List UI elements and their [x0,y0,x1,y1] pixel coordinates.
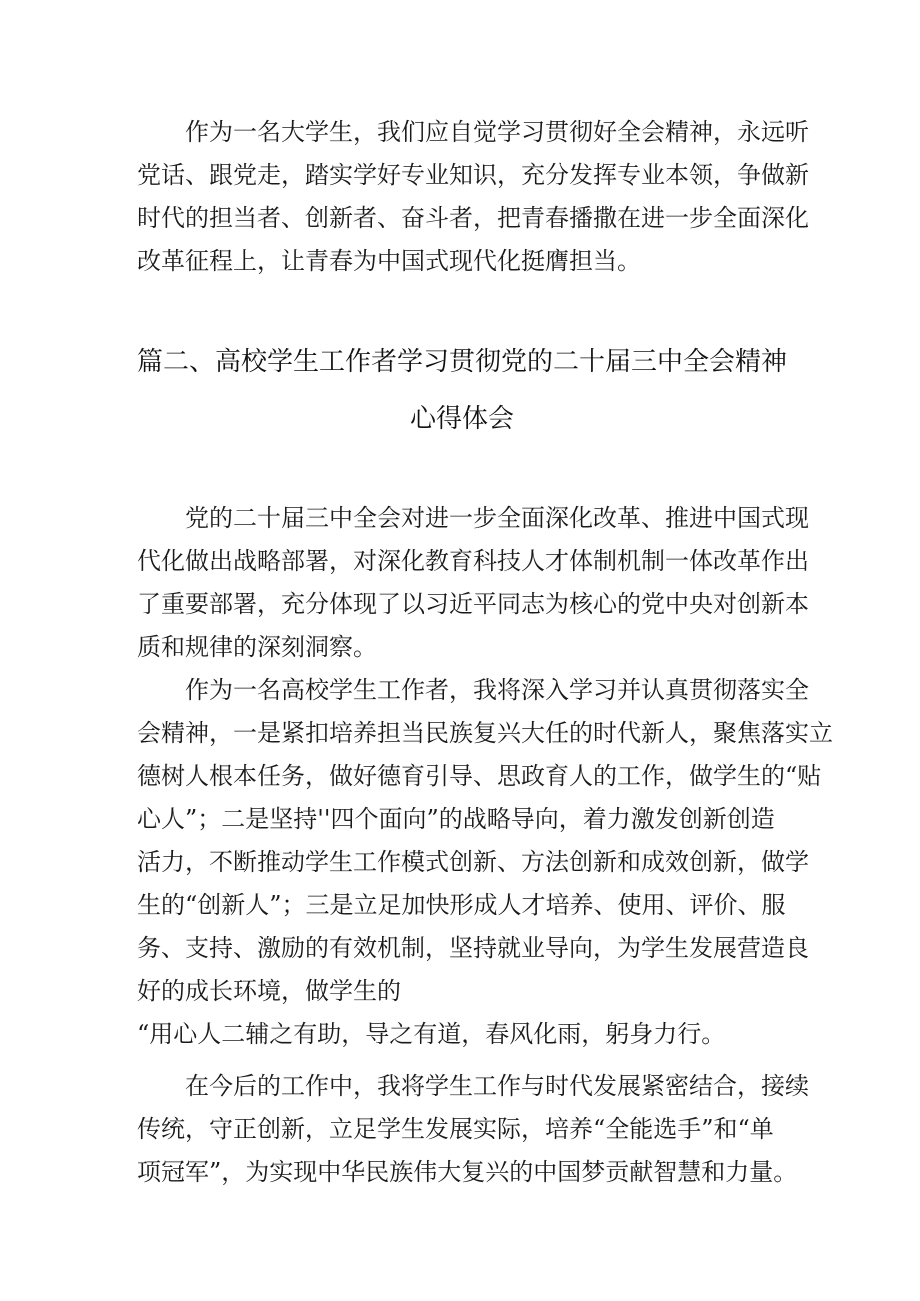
text-line: 务、支持、激励的有效机制，坚持就业导向，为学生发展营造良 [137,934,809,962]
text-line: 会精神，一是紧扣培养担当民族复兴大任的时代新人，聚焦落实立 [137,719,833,747]
text-line: “用心人二辅之有助，导之有道，春风化雨，躬身力行。 [137,1020,726,1048]
text-line: 了重要部署，充分体现了以习近平同志为核心的党中央对创新本 [137,590,809,618]
text-line: 传统，守正创新，立足学生发展实际，培养“全能选手”和“单 [137,1115,774,1143]
text-line: 在今后的工作中，我将学生工作与时代发展紧密结合，接续 [185,1072,809,1100]
text-line: 代化做出战略部署，对深化教育科技人才体制机制一体改革作出 [137,547,809,575]
text-line: 作为一名高校学生工作者，我将深入学习并认真贯彻落实全 [185,676,809,704]
text-line: 活力，不断推动学生工作模式创新、方法创新和成效创新，做学 [137,848,809,876]
text-line: 质和规律的深刻洞察。 [137,633,377,661]
text-line: 党的二十届三中全会对进一步全面深化改革、推进中国式现 [185,504,809,532]
text-line: 作为一名大学生，我们应自觉学习贯彻好全会精神，永远听 [185,118,809,146]
section-subtitle: 心得体会 [410,404,515,434]
section-title: 篇二、高校学生工作者学习贯彻党的二十届三中全会精神 [137,347,788,377]
text-line: 党话、跟党走，踏实学好专业知识，充分发挥专业本领，争做新 [137,161,809,189]
text-line: 德树人根本任务，做好德育引导、思政育人的工作，做学生的“贴 [137,762,822,790]
text-line: 项冠军”，为实现中华民族伟大复兴的中国梦贡献智慧和力量。 [137,1158,798,1186]
text-line: 时代的担当者、创新者、奋斗者，把青春播撒在进一步全面深化 [137,204,809,232]
text-line: 改革征程上，让青春为中国式现代化挺膺担当。 [137,247,641,275]
text-line: 生的“创新人”；三是立足加快形成人才培养、使用、评价、服 [137,891,786,919]
text-line: 好的成长环境，做学生的 [137,977,401,1005]
text-line: 心人”；二是坚持''四个面向”的战略导向，着力激发创新创造 [137,805,775,833]
